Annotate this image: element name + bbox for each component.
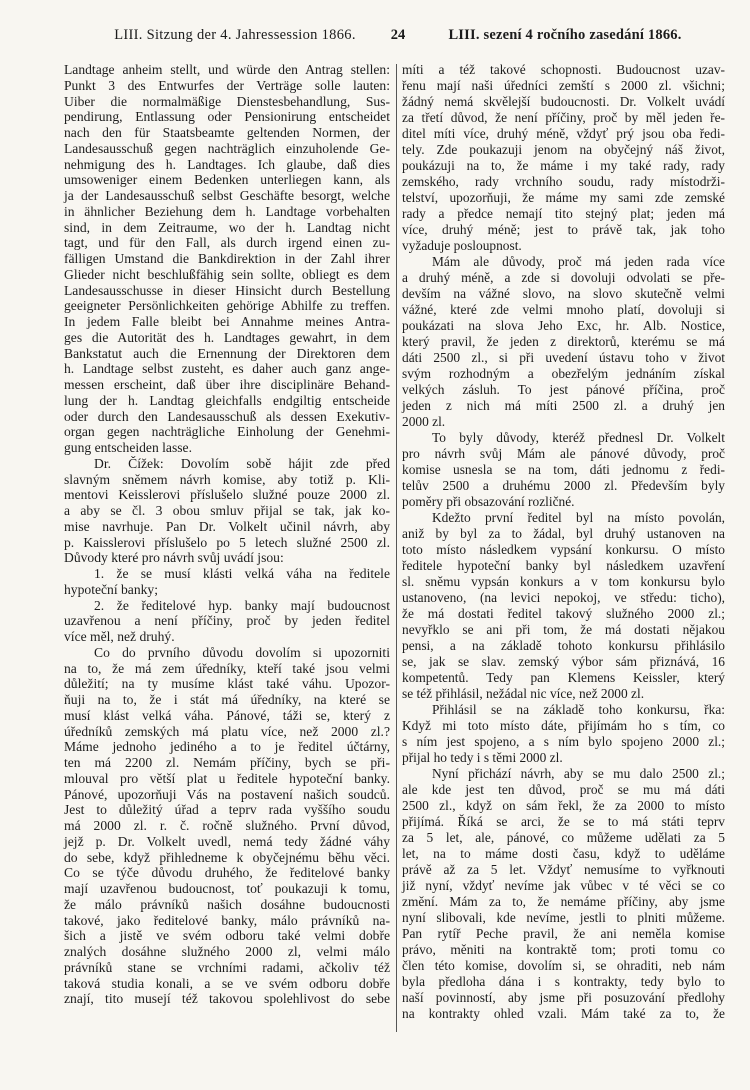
text-line: velkých zásluh. To jest pánové příčina, proč — [402, 382, 725, 397]
text-line: sl. sněmu vypsán konkurs a v tom konkursu bylo — [402, 574, 725, 589]
text-line: na to, že má zem úředníky, kteří také jsou velmi — [64, 660, 390, 676]
text-line: gung entscheiden lasse. — [64, 440, 192, 455]
text-line: fälligen Umstand die Bankdirektion in der Zahl ihrer — [64, 251, 390, 266]
text-line: řenu mají naši úředníci zemští s 2000 zl. všichni; — [402, 78, 725, 93]
text-line: více měl, než druhý. — [64, 629, 175, 644]
text-line: poukázuji na to, že máme i my také rady, rady — [402, 158, 725, 173]
text-line: pendirung, Entlassung oder Pensionirung entscheidet — [64, 109, 390, 125]
text-line: kompetentů. Tedy pan Klemens Keissler, který — [402, 670, 725, 685]
text-line: se též přihlásil, nežádal nic více, než 2000 zl. — [402, 686, 645, 701]
text-line: ustanoveno, (na levici nepokoj, ve středu: ticho), — [402, 590, 725, 605]
text-line: ale kde jest ten důvod, proč se mu má dáti — [402, 782, 725, 797]
text-line: Důvody které pro návrh svůj uvádí jsou: — [64, 550, 284, 566]
text-line: poukázati na slova Jeho Exc, hr. Alb. Nostice, — [402, 318, 725, 333]
text-line: více, druhý méně; jest to právě tak, jak toho — [402, 222, 725, 237]
text-line: svým rozhodným a obezřelým jednáním získal — [402, 366, 725, 381]
text-line: tagt, und für den Fall, als durch irgend einen zu- — [64, 235, 390, 251]
text-line: Máme jednoho jediného a to je ředitel účtárny, — [64, 739, 390, 755]
text-line: Landesausschuß gegen nachträglich einzuholende Ge- — [64, 140, 390, 156]
text-line: Punkt 3 des Entwurfes der Verträge solle lauten: — [64, 77, 390, 93]
text-line: a aby se čl. 3 obou smluv přijal se tak, jak ko- — [64, 503, 390, 518]
text-line: Mám ale důvody, proč má jeden rada více — [432, 254, 725, 269]
text-line: vážné, které zde velmi mnoho platí, dovoluji si — [402, 302, 725, 317]
text-line: slavným sněmem návrh komise, aby totiž p. Kli- — [64, 471, 390, 487]
text-line: To byly důvody, kteréž přednesl Dr. Volkelt — [432, 430, 725, 445]
text-line: mise navrhuje. Pan Dr. Volkelt učinil návrh, aby — [64, 518, 390, 534]
text-line: rady a předce nemají tito stejný plat; jeden má — [402, 206, 725, 221]
text-line: Pánové, upozorňuji Vás na postavení našich soudců. — [64, 786, 390, 802]
paragraph — [402, 510, 725, 702]
text-line: již nyní, vždyť nevíme jak vůbec v té věci se co — [402, 878, 725, 893]
text-line: Přihlásil se na základě toho konkursu, řka: — [432, 702, 725, 717]
page-number: 24 — [390, 27, 406, 43]
text-line: má 2000 zl. r. č. ročně služného. První důvod, — [64, 818, 390, 833]
text-line: mají uzavřenou budoucnost, toť poukazuji k tomu, — [64, 881, 390, 896]
text-line: Co do prvního důvodu dovolím si upozorniti — [94, 644, 390, 660]
text-line: jeden z nich má míti 2500 zl. a druhý jen — [402, 398, 725, 413]
text-line: důležití; na ty musíme klást také váhu. Upozor- — [64, 676, 390, 692]
text-line: nevyřklo se ani při tom, že má dostati nějakou — [402, 622, 725, 637]
paragraph — [402, 62, 725, 254]
text-line: Glieder nicht beschlußfähig sein sollte, obliegt es dem — [64, 266, 390, 282]
text-line: dáti 2500 zl., si při uvedení ústavu toho v život — [402, 350, 725, 365]
text-line: tely. Zde poukazuji jenom na obyčejný náš život, — [402, 142, 725, 157]
text-line: lung der h. Landtag gleichfalls endgiltig entscheide — [64, 392, 390, 408]
text-line: ten má 2200 zl. Nemám příčiny, bych se při- — [64, 755, 390, 770]
text-line: vyžaduje posloupnost. — [402, 238, 522, 253]
text-line: 2000 zl. — [402, 414, 446, 429]
paragraph — [402, 766, 725, 1022]
text-line: ňuji na to, že i stát má úředníky, na které se — [64, 692, 390, 707]
text-line: že málo právníků našich dosáhne budoucnosti — [64, 896, 390, 912]
text-line: mentovi Keisslerovi příslušelo služné pouze 2000 zl. — [64, 487, 390, 503]
text-line: umsoweniger einem Bedenken unterliegen kann, als — [64, 172, 390, 188]
text-line: šich a jistě ve svém odboru také velmi dobře — [64, 928, 390, 944]
text-line: Co se týče důvodu druhého, že ředitelové banky — [64, 865, 390, 881]
paragraph — [64, 645, 390, 1007]
text-line: toto místo následkem vypsání konkursu. O místo — [402, 542, 725, 557]
paragraph — [64, 598, 390, 645]
paragraph — [402, 702, 725, 766]
text-line: Pan rytíř Peche pravil, že ani neměla komise — [402, 926, 725, 941]
text-line: úředníků zemských má platu více, než 2000 zl.? — [64, 723, 390, 739]
text-line: takové, jako ředitelové banky, málo právníků na- — [64, 912, 390, 928]
text-line: let, na to máme dosti času, když to uděláme — [402, 846, 725, 861]
text-line: mlouval pro větší plat u ředitele hypoteční banky. — [64, 770, 390, 786]
text-line: znají, tito musejí též takovou spolehlivost do sebe — [64, 991, 390, 1007]
text-line: taková studia konali, a se ve svém odboru dobře — [64, 975, 390, 991]
text-line: jejž p. Dr. Volkelt uvedl, nemá tedy žádné váhy — [64, 833, 390, 849]
text-line: Když mi toto místo dáte, přijímám ho s tím, co — [402, 718, 725, 733]
text-line: znalých dosáhne služného 2000 zl, velmi málo — [64, 944, 390, 959]
text-line: s ním jest spojeno, a s ním bylo spojeno 2000 zl.; — [402, 734, 725, 749]
paragraph — [402, 254, 725, 430]
text-line: do sebe, když přihledneme k obyčejnému běhu věci. — [64, 849, 390, 865]
text-line: Jest to důležitý úřad a teprv rada vyššího soudu — [64, 802, 390, 818]
text-line: že má dostati ředitel takový služného 2000 zl.; — [402, 606, 725, 621]
text-line: Kdežto první ředitel byl na místo povolán, — [432, 510, 725, 525]
paragraph — [64, 456, 390, 566]
text-line: nehmigung des h. Landtages. Ich glaube, daß dies — [64, 156, 390, 172]
text-line: ges die Autorität des h. Landtages gewahrt, in dem — [64, 329, 390, 345]
text-line: přijal ho tedy i s těmi 2000 zl. — [402, 750, 563, 765]
text-line: oder durch den Landesausschuß als dessen Exekutiv- — [64, 408, 390, 424]
text-line: Nyní přichází návrh, aby se mu dalo 2500 zl.; — [432, 766, 725, 781]
text-line: Uiber die normalmäßige Dienstesbehandlung, Sus- — [64, 93, 390, 109]
text-line: ředitele hypoteční banky byl následkem uzavření — [402, 558, 725, 573]
text-line: geeigneter Persönlichkeiten gehörige Abhilfe zu treffen. — [64, 298, 390, 314]
text-line: p. Kaisslerovi příslušelo po 5 letech služné 2500 zl. — [64, 534, 390, 550]
text-line: ja der Landesausschuß selbst Geschäfte besorgt, welche — [64, 188, 390, 203]
paragraph — [64, 566, 390, 598]
text-line: aniž by byl za to žádal, byl druhý ustanoven na — [402, 526, 725, 541]
text-line: messen erscheint, daß über ihre disciplinäre Behand- — [64, 377, 390, 392]
paragraph — [402, 430, 725, 510]
text-line: právníků stane se vrchními radami, ačkoliv též — [64, 959, 390, 975]
text-line: pensi, a na základě tohoto konkursu přihlásilo — [402, 638, 725, 653]
right-column — [402, 62, 725, 1022]
text-line: komise usnesla se na tom, dáti jednomu z ředi- — [402, 462, 725, 477]
text-line: Landtage anheim stellt, und würde den Antrag stellen: — [64, 62, 390, 77]
text-line: hypoteční banky; — [64, 581, 159, 597]
paragraph — [64, 62, 390, 456]
text-line: devším na vážné slovo, na slovo skutečně velmi — [402, 286, 725, 301]
text-line: a druhý méně, a zde si dovoluji odvolati se pře- — [402, 270, 725, 285]
column-divider — [396, 64, 397, 1032]
text-line: který pravil, že jeden z direktorů, kterému se má — [402, 334, 725, 349]
text-line: Landesausschusse in dieser Hinsicht durch Bestellung — [64, 282, 390, 298]
text-line: se, jak se slav. zemský výbor sám přiznává, 16 — [402, 654, 725, 669]
text-line: musí klást velká váha. Pánové, táži se, který z — [64, 707, 390, 723]
running-header-czech: LIII. sezení 4 ročního zasedání 1866. — [448, 27, 682, 43]
text-line: ditel míti více, druhý méně, vždyť prý jsou oba ředi- — [402, 126, 725, 141]
text-line: 2. že ředitelové hyp. banky mají budoucnost — [94, 597, 390, 613]
text-line: naší povinností, aby jsme při posuzování předlohy — [402, 990, 725, 1005]
text-line: In jedem Falle bleibt bei Annahme meines Antra- — [64, 314, 390, 329]
text-line: organ gegen nachträgliche Einholung der Genehmi- — [64, 424, 390, 440]
text-line: 2500 zl., když on sám řekl, že za 2000 to místo — [402, 798, 725, 813]
text-line: na kontrakty ohled vzali. Mám také za to, že — [402, 1006, 725, 1021]
text-line: sind, in dem Zeitraume, wo der h. Landtag nicht — [64, 219, 390, 235]
text-line: telství, upozorňuji, že máme my sami zde zemské — [402, 190, 725, 205]
text-line: žádný nemá skvělejší budoucnosti. Dr. Volkelt uvádí — [402, 94, 725, 109]
text-line: telův 2500 a druhému 2000 zl. Především byly — [402, 478, 725, 493]
text-line: právo, měniti na kontraktě tom; proti tomu co — [402, 942, 725, 957]
text-line: byla předloha dána i s kontrakty, tedy bylo to — [402, 974, 725, 989]
text-line: za třetí důvod, že není příčiny, proč by měl jeden ře- — [402, 110, 725, 125]
text-line: nyní slibovali, kde nevíme, jestli to plniti můžeme. — [402, 910, 725, 925]
text-line: in ähnlicher Beziehung dem h. Landtage vorbehalten — [64, 203, 390, 219]
text-line: zemského, rady vrchního soudu, rady místodrži- — [402, 174, 725, 189]
running-header-german: LIII. Sitzung der 4. Jahressession 1866. — [114, 27, 356, 43]
left-column — [64, 62, 390, 1007]
text-line: h. Landtage selbst zusteht, es daher auch ganz ange- — [64, 361, 390, 377]
text-line: 1. že se musí klásti velká váha na ředitele — [94, 566, 390, 581]
text-line: přijímá. Říká se arci, že se to má státi teprv — [402, 814, 725, 829]
text-line: Bankstatut auch die Ernennung der Direktoren dem — [64, 345, 390, 361]
text-line: nach den für Staatsbeamte geltenden Normen, der — [64, 125, 390, 140]
text-line: Dr. Čížek: Dovolím sobě hájit zde před — [94, 455, 390, 471]
text-line: uzavřenou a není příčiny, proč by jeden ředitel — [64, 613, 390, 629]
text-line: člen této komise, dovolím si, se ohraditi, neb nám — [402, 958, 725, 973]
text-line: změní. Mám za to, že nemáme příčiny, aby jsme — [402, 894, 725, 909]
text-line: za 5 let, ale, pánové, co můžeme udělati za 5 — [402, 830, 725, 845]
text-line: poměry při obsazování rozličné. — [402, 494, 575, 509]
text-line: pro návrh svůj Mám ale pánové důvody, proč — [402, 446, 725, 461]
text-line: míti a též takové schopnosti. Budoucnost uzav- — [402, 62, 725, 77]
text-line: právě až za 5 let. Vždyť nemusíme to vyřknouti — [402, 862, 725, 877]
